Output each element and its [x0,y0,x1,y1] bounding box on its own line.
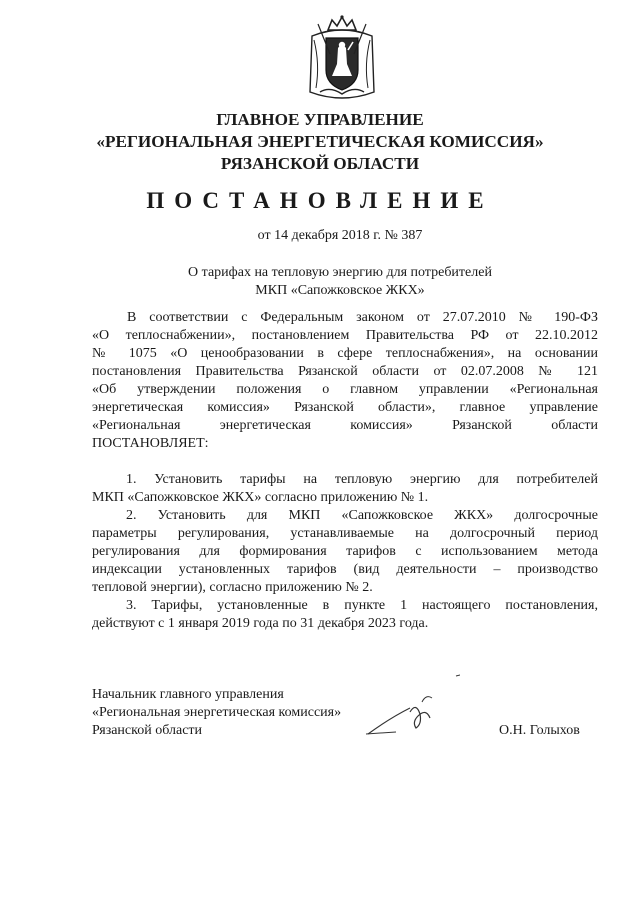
item-1-line: 1. Установить тарифы на тепловую энергию для потребителей [126,472,598,487]
preamble-line: «О теплоснабжении», постановлением Правительства РФ от 22.10.2012 [92,328,598,343]
preamble-line-resolves: ПОСТАНОВЛЯЕТ: [92,436,209,451]
document-date-number: от 14 декабря 2018 г. № 387 [257,228,423,243]
subject-line-1: О тарифах на тепловую энергию для потребителей [188,265,492,280]
subject-line-2: МКП «Сапожковское ЖКХ» [255,283,425,298]
document-type-title: ПОСТАНОВЛЕНИЕ [146,188,494,213]
item-1-line: МКП «Сапожковское ЖКХ» согласно приложению № 1. [92,490,429,505]
preamble-line: постановления Правительства Рязанской области от 02.07.2008 № 121 [92,364,598,379]
org-name-line-1: ГЛАВНОЕ УПРАВЛЕНИЕ [216,110,424,129]
signer-title-line-1: Начальник главного управления [92,687,284,702]
item-3-line: действуют с 1 января 2019 года по 31 декабря 2023 года. [92,616,429,631]
signer-title-line-3: Рязанской области [92,723,203,738]
preamble-line: энергетическая комиссия» Рязанской области», главное управление [92,400,598,415]
item-2-line: регулирования для формирования тарифов с использованием метода [92,544,598,559]
signer-name: О.Н. Голыхов [499,723,580,738]
item-2-line: 2. Установить для МКП «Сапожковское ЖКХ» долгосрочные [126,508,598,523]
preamble-line: «Об утверждении положения о главном управлении «Региональная [92,382,598,397]
item-3-line: 3. Тарифы, установленные в пункте 1 настоящего постановления, [126,598,598,613]
preamble-line: № 1075 «О ценообразовании в сфере теплоснабжения», на основании [92,346,598,361]
org-name-line-3: РЯЗАНСКОЙ ОБЛАСТИ [220,154,420,173]
signer-title-line-2: «Региональная энергетическая комиссия» [92,705,342,720]
org-name-line-2: «РЕГИОНАЛЬНАЯ ЭНЕРГЕТИЧЕСКАЯ КОМИССИЯ» [96,132,544,151]
item-2-line: индексации установленных тарифов (вид деятельности – производство [92,562,598,577]
preamble-line: «Региональная энергетическая комиссия» Рязанской области [92,418,598,433]
coat-of-arms-icon [306,14,378,102]
handwritten-signature-icon [360,672,460,742]
item-2-line: параметры регулирования, устанавливаемые на долгосрочный период [92,526,598,541]
item-2-line: тепловой энергии), согласно приложению № 2. [92,580,373,595]
preamble-line: В соответствии с Федеральным законом от 27.07.2010 № 190-ФЗ [127,310,598,325]
